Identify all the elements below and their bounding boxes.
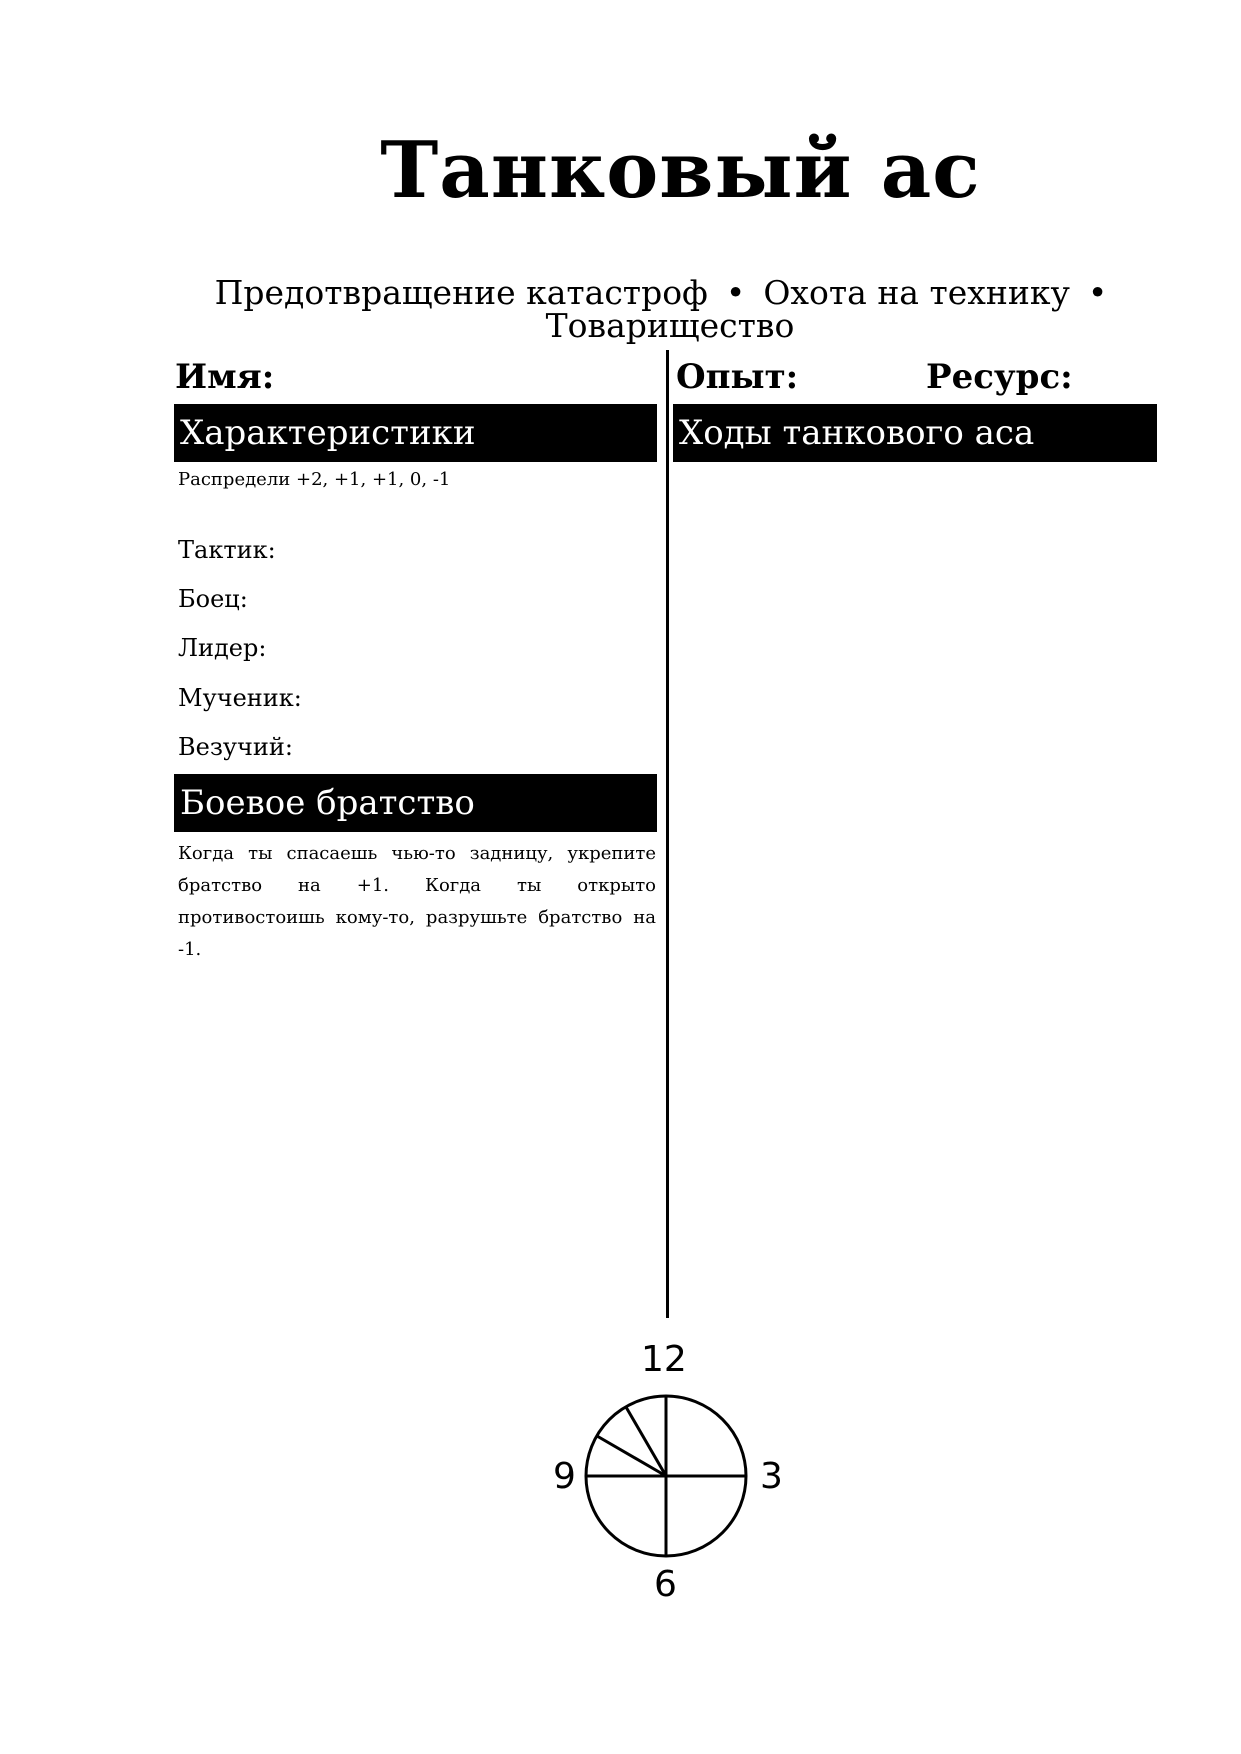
clock-label-6: 6 [654, 1564, 677, 1605]
stat-leader: Лидер: [178, 634, 267, 662]
stats-heading: Характеристики [174, 404, 657, 462]
brotherhood-heading: Боевое братство [174, 774, 657, 832]
stats-hint: Распредели +2, +1, +1, 0, -1 [178, 469, 451, 490]
clock-label-9: 9 [553, 1456, 576, 1497]
subtitle-item-1: Предотвращение катастроф [214, 273, 708, 312]
clock-label-12: 12 [641, 1339, 687, 1380]
separator-dot: • [725, 273, 746, 312]
separator-dot: • [1087, 273, 1108, 312]
experience-label: Опыт: [676, 357, 799, 397]
subtitle [190, 273, 1150, 345]
stat-lucky: Везучий: [178, 733, 293, 761]
subtitle-item-2: Охота на технику [763, 273, 1070, 312]
subtitle-item-3: Товарищество [545, 306, 795, 345]
page-title: Танковый ас [380, 125, 981, 216]
stat-martyr: Мученик: [178, 684, 302, 712]
name-label: Имя: [175, 357, 275, 397]
column-divider [666, 350, 669, 1318]
moves-heading: Ходы танкового аса [673, 404, 1157, 462]
brotherhood-text: Когда ты спасаешь чью-то задницу, укрепите братство на +1. Когда ты открыто противостоишь кому-то, разрушьте братство на -1. [178, 843, 656, 960]
stat-fighter: Боец: [178, 585, 248, 613]
resource-label: Ресурс: [926, 357, 1073, 397]
clock-label-3: 3 [760, 1456, 783, 1497]
stat-tactic: Тактик: [178, 536, 276, 564]
